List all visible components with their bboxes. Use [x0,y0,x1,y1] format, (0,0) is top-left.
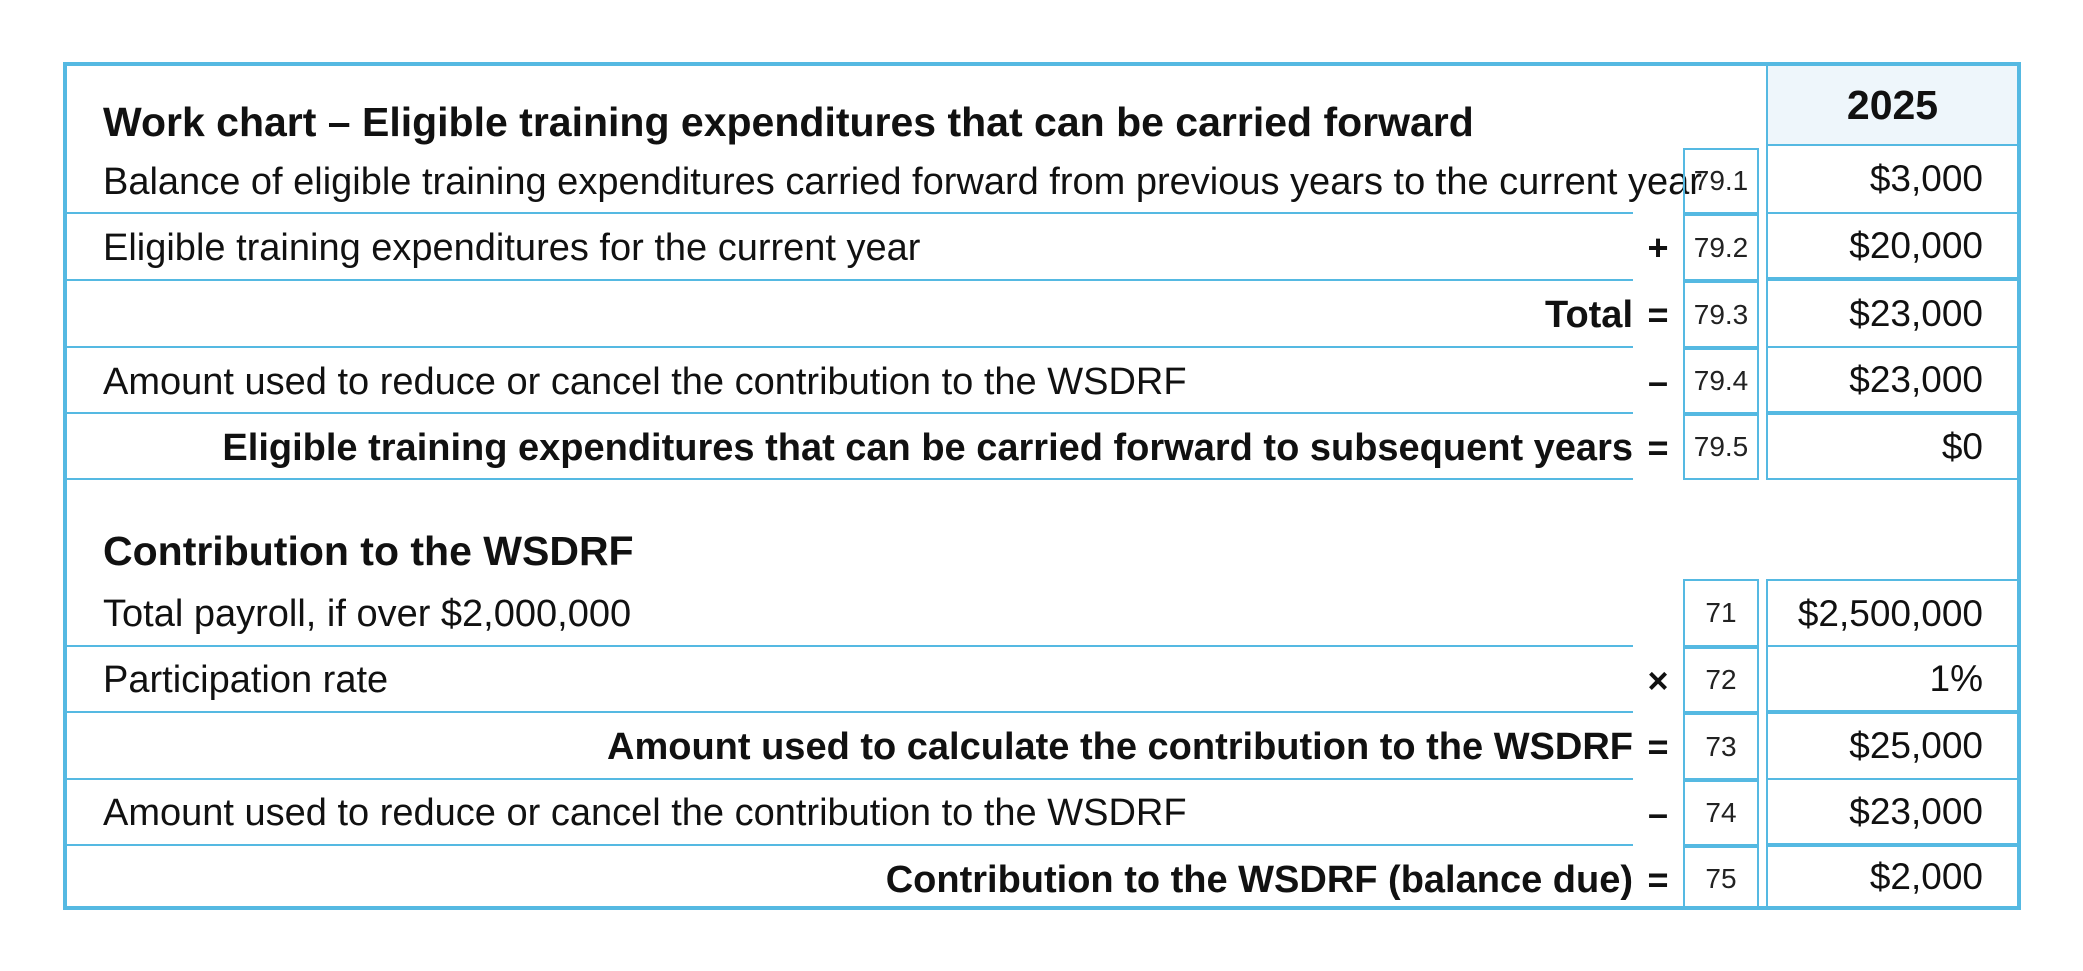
row-79-5-label: Eligible training expenditures that can be carried forward to subsequent years [222,427,1633,469]
row-73-value[interactable]: $25,000 [1766,714,2019,778]
row-74-underline [63,844,1633,846]
row-72-line-number: 72 [1683,647,1759,713]
row-73-line-number: 73 [1683,713,1759,780]
row-79-1-underline [63,212,1633,214]
row-79-1-line-number: 79.1 [1683,148,1759,214]
row-79-5-value-border [1766,478,2019,480]
row-73-label: Amount used to calculate the contribution to the WSDRF [607,726,1633,768]
row-79-5-underline [63,478,1633,480]
year-column-header: 2025 [1768,66,2017,145]
row-79-4-operator: – [1647,361,1669,402]
row-79-2-value[interactable]: $20,000 [1766,214,2019,278]
row-75-line-number: 75 [1683,846,1759,910]
row-79-1-label: Balance of eligible training expenditures carried forward from previous years to the current year [103,161,1702,203]
row-79-2-operator: + [1647,227,1669,268]
row-74-operator: – [1647,793,1669,834]
section2-title: Contribution to the WSDRF [103,528,634,574]
row-79-3-operator: = [1647,294,1669,335]
row-72-label: Participation rate [103,659,389,701]
row-74-value[interactable]: $23,000 [1766,780,2019,844]
row-79-5-operator: = [1647,427,1669,468]
row-71-label: Total payroll, if over $2,000,000 [103,593,632,635]
row-74-label: Amount used to reduce or cancel the contribution to the WSDRF [103,792,1187,834]
row-75-value[interactable]: $2,000 [1766,847,2019,906]
row-73-operator: = [1647,726,1669,767]
row-72-value[interactable]: 1% [1766,647,2019,711]
row-71-line-number: 71 [1683,579,1759,647]
row-71-value[interactable]: $2,500,000 [1766,579,2019,647]
row-79-2-label: Eligible training expenditures for the current year [103,227,921,269]
row-79-4-line-number: 79.4 [1683,348,1759,414]
row-71-underline [63,645,1633,647]
row-72-underline [63,711,1633,713]
row-79-5-line-number: 79.5 [1683,414,1759,480]
row-79-2-line-number: 79.2 [1683,214,1759,281]
row-72-operator: × [1647,660,1669,701]
row-79-3-value[interactable]: $23,000 [1766,281,2019,346]
section1-title: Work chart – Eligible training expenditures that can be carried forward [103,99,1474,145]
row-79-3-underline [63,346,1633,348]
row-75-label: Contribution to the WSDRF (balance due) [885,859,1633,901]
row-79-4-underline [63,412,1633,414]
row-79-4-value[interactable]: $23,000 [1766,348,2019,411]
row-79-1-value[interactable]: $3,000 [1766,145,2019,212]
row-74-line-number: 74 [1683,780,1759,846]
row-79-5-value[interactable]: $0 [1766,415,2019,478]
row-79-3-label: Total [1545,294,1633,336]
row-79-4-label: Amount used to reduce or cancel the contribution to the WSDRF [103,361,1187,403]
row-75-operator: = [1647,859,1669,900]
row-79-2-underline [63,279,1633,281]
row-79-3-line-number: 79.3 [1683,281,1759,348]
row-73-underline [63,778,1633,780]
